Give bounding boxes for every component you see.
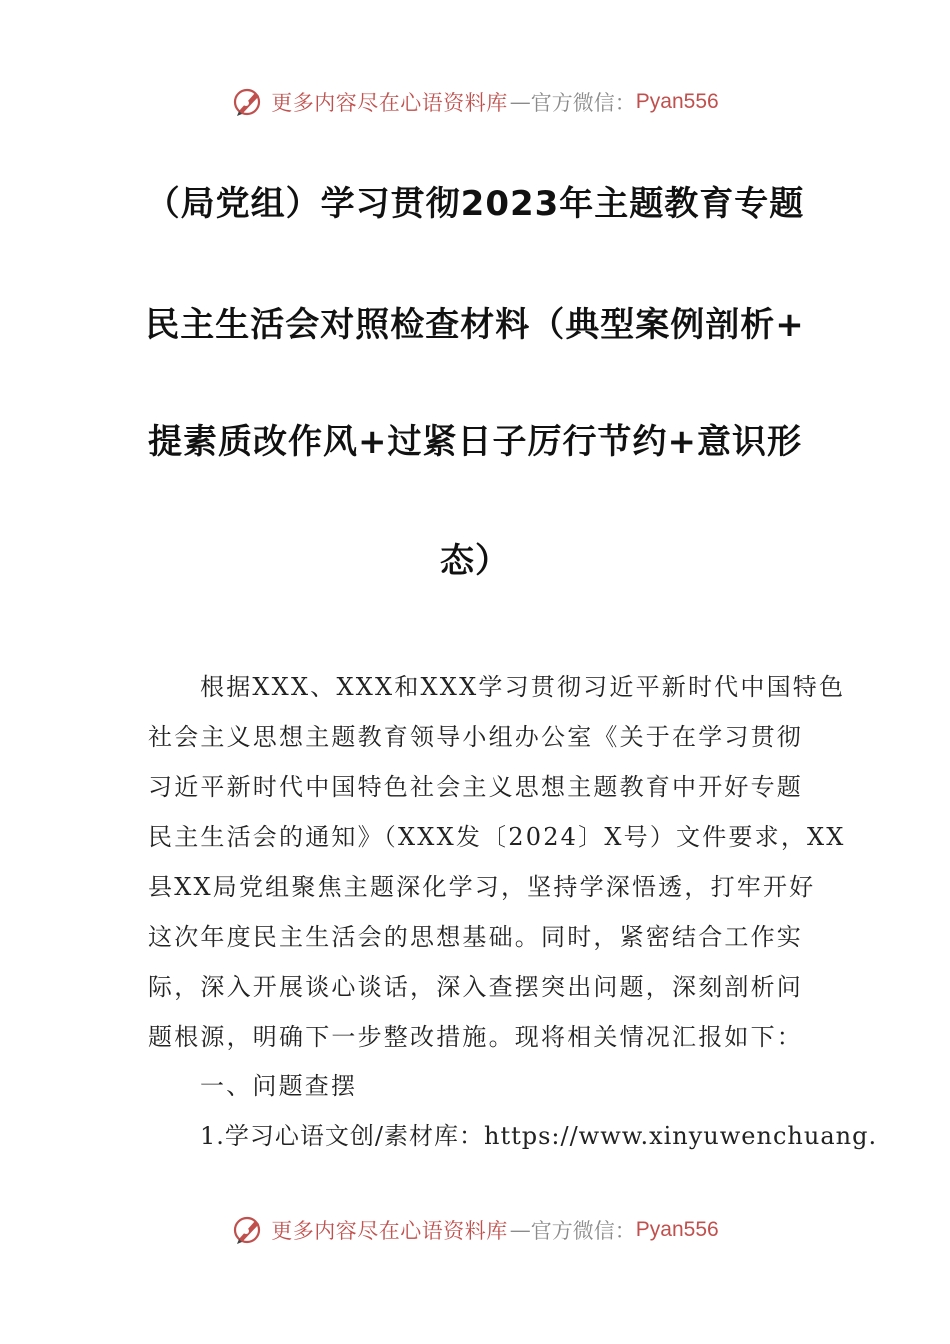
header-banner <box>0 82 950 122</box>
title-line-1: （局党组）学习贯彻2023年主题教育专题 <box>145 184 805 224</box>
title-line-2: 民主生活会对照检查材料（典型案例剖析+ <box>145 305 805 345</box>
banner-wechat-id: Pyan556 <box>635 1218 719 1241</box>
body-line-2: 社会主义思想主题教育领导小组办公室《关于在学习贯彻 <box>148 723 803 751</box>
body-line-5: 县XX局党组聚焦主题深化学习，坚持学深悟透，打牢开好 <box>148 873 816 901</box>
banner-separator: — <box>509 1218 531 1242</box>
body-line-7: 际，深入开展谈心谈话，深入查摆突出问题，深刻剖析问 <box>148 973 803 1001</box>
banner-wechat-label: 官方微信： <box>530 1219 636 1243</box>
body-line-4: 民主生活会的通知》（XXX发〔2024〕X号）文件要求，XX <box>148 823 846 851</box>
body-line-6: 这次年度民主生活会的思想基础。同时，紧密结合工作实 <box>148 923 803 951</box>
banner-slogan: 更多内容尽在心语资料库 <box>271 1219 508 1243</box>
title-line-3: 提素质改作风+过紧日子厉行节约+意识形 <box>148 422 802 462</box>
title-line-4: 态） <box>440 541 510 581</box>
banner-slogan: 更多内容尽在心语资料库 <box>271 91 508 115</box>
banner-wechat-id: Pyan556 <box>635 90 719 113</box>
banner-wechat-label: 官方微信： <box>530 91 636 115</box>
body-line-1: 根据XXX、XXX和XXX学习贯彻习近平新时代中国特色 <box>200 673 846 701</box>
footer-banner <box>0 1210 950 1250</box>
pen-logo-icon <box>231 85 265 119</box>
body-line-3: 习近平新时代中国特色社会主义思想主题教育中开好专题 <box>148 773 803 801</box>
section-heading: 一、问题查摆 <box>200 1072 358 1100</box>
body-line-8: 题根源，明确下一步整改措施。现将相关情况汇报如下： <box>148 1023 803 1051</box>
body-line-10: 1.学习心语文创/素材库：https://www.xinyuwenchuang. <box>200 1122 878 1150</box>
pen-logo-icon <box>231 1213 265 1247</box>
banner-separator: — <box>509 90 531 114</box>
